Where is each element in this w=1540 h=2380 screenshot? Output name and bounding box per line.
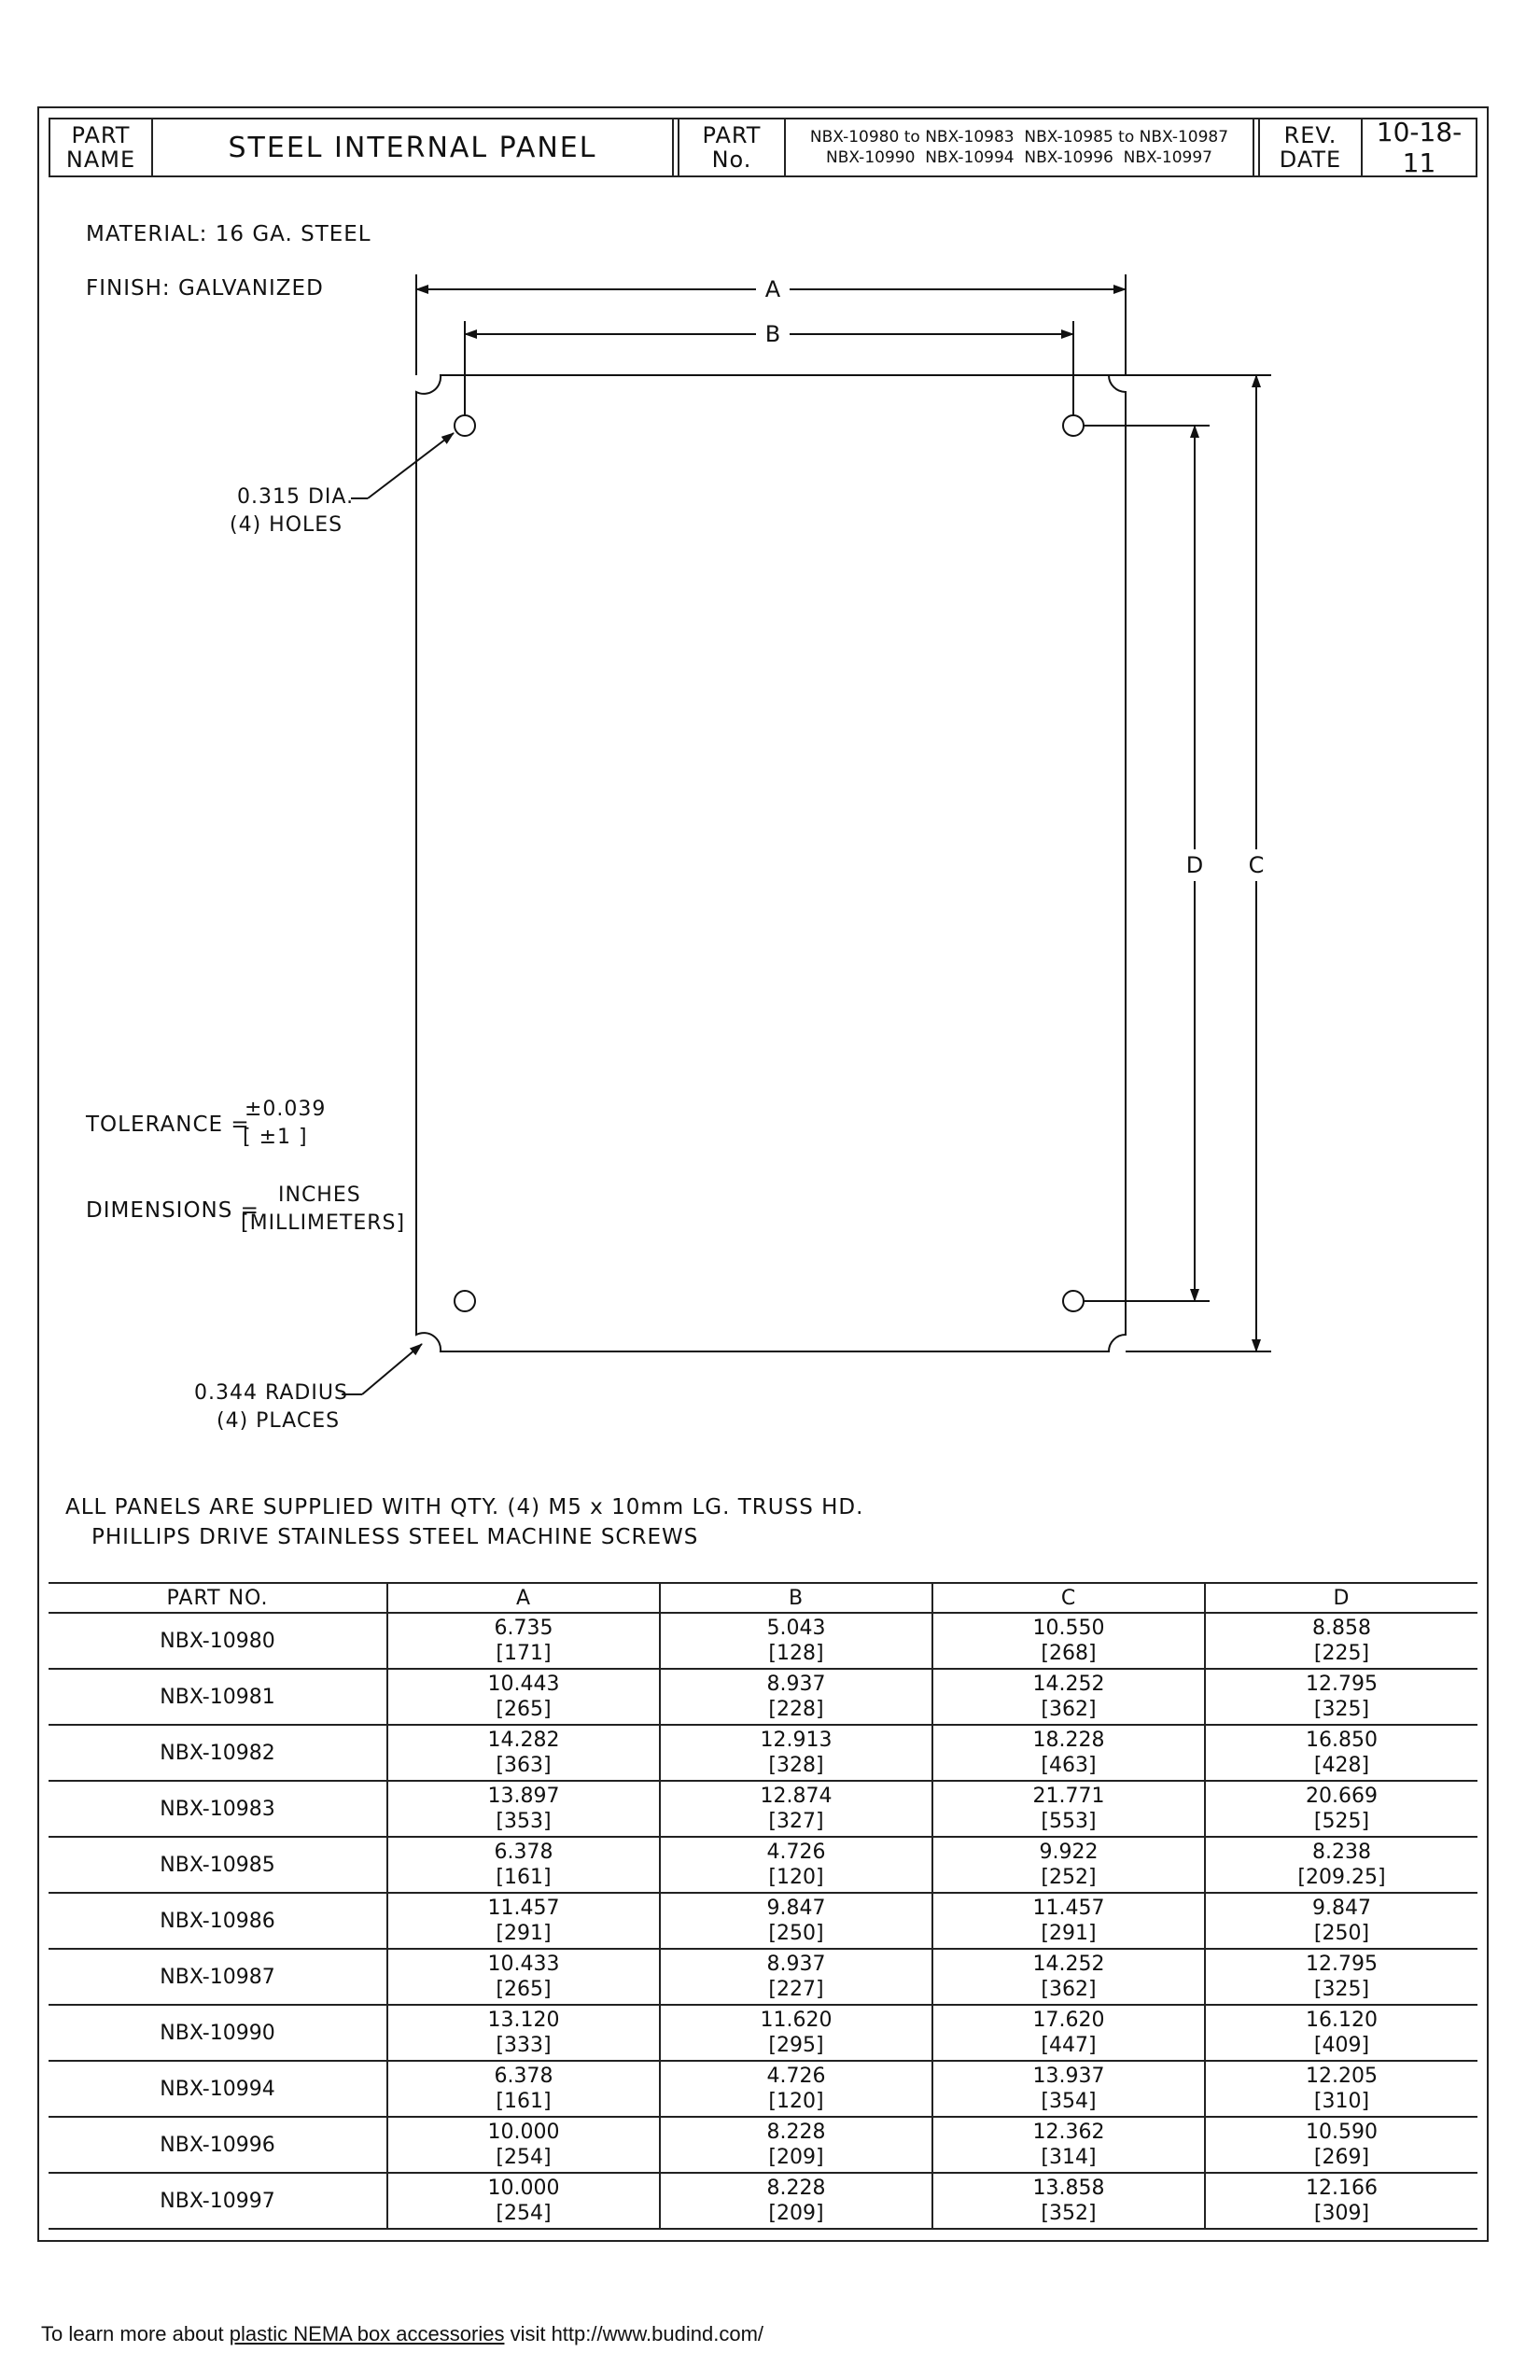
value-inches: 17.620 — [1032, 2009, 1105, 2032]
dimensions-units-inches: INCHES — [278, 1183, 361, 1207]
footer — [41, 2322, 763, 2346]
mounting-hole-top-right — [1063, 415, 1084, 436]
value-inches: 10.550 — [1032, 1617, 1105, 1640]
table-row — [49, 1613, 1477, 1669]
cell-part-no: NBX-10990 — [49, 2005, 387, 2061]
value-millimeters: [362] — [1041, 1978, 1097, 2001]
cell-a — [387, 1837, 660, 1893]
value-inches: 5.043 — [766, 1617, 826, 1640]
header-part-no: PART NO. — [49, 1583, 387, 1613]
cell-c — [932, 2173, 1205, 2229]
value-millimeters: [209] — [768, 2146, 824, 2169]
part-name: STEEL INTERNAL PANEL — [228, 131, 597, 164]
cell-b — [660, 1781, 932, 1837]
screws-note-line1: ALL PANELS ARE SUPPLIED WITH QTY. (4) M5 x 10mm LG. TRUSS HD. — [65, 1495, 864, 1519]
hole-note-line1: 0.315 DIA. — [237, 485, 355, 509]
value-millimeters: [250] — [768, 1922, 824, 1945]
value-inches: 13.897 — [487, 1785, 560, 1808]
cell-part-no: NBX-10997 — [49, 2173, 387, 2229]
cell-c — [932, 2061, 1205, 2117]
panel-outline — [416, 375, 1126, 1351]
value-inches: 12.874 — [760, 1785, 833, 1808]
value-millimeters: [525] — [1313, 1810, 1370, 1833]
cell-c — [932, 1837, 1205, 1893]
value-inches: 12.795 — [1306, 1953, 1378, 1976]
cell-d — [1205, 1613, 1477, 1669]
cell-a — [387, 1613, 660, 1669]
value-inches: 6.378 — [494, 1841, 553, 1864]
cell-part-no: NBX-10994 — [49, 2061, 387, 2117]
value-inches: 6.378 — [494, 2065, 553, 2088]
table-row — [49, 1669, 1477, 1725]
radius-note-line2: (4) PLACES — [217, 1409, 341, 1433]
dimensions-units-mm: [MILLIMETERS] — [241, 1211, 406, 1235]
header-d: D — [1205, 1583, 1477, 1613]
value-millimeters: [228] — [768, 1698, 824, 1721]
cell-b — [660, 1725, 932, 1781]
value-millimeters: [353] — [496, 1810, 552, 1833]
value-inches: 4.726 — [766, 1841, 826, 1864]
dimensions-label: DIMENSIONS = — [86, 1198, 259, 1223]
cell-d — [1205, 2117, 1477, 2173]
value-inches: 10.433 — [487, 1953, 560, 1976]
value-inches: 21.771 — [1032, 1785, 1105, 1808]
value-millimeters: [268] — [1041, 1642, 1097, 1665]
value-millimeters: [463] — [1041, 1754, 1097, 1777]
value-millimeters: [209] — [768, 2202, 824, 2225]
parts-table — [49, 1582, 1477, 2230]
cell-d — [1205, 1837, 1477, 1893]
part-no-label: PART No. — [702, 122, 762, 173]
table-row — [49, 1949, 1477, 2005]
cell-part-no: NBX-10986 — [49, 1893, 387, 1949]
cell-b — [660, 2173, 932, 2229]
cell-a — [387, 2005, 660, 2061]
value-millimeters: [227] — [768, 1978, 824, 2001]
value-millimeters: [128] — [768, 1642, 824, 1665]
value-inches: 8.937 — [766, 1673, 826, 1696]
value-millimeters: [325] — [1313, 1978, 1370, 2001]
value-inches: 13.120 — [487, 2009, 560, 2032]
mounting-hole-top-left — [455, 415, 475, 436]
mounting-hole-bottom-right — [1063, 1291, 1084, 1311]
value-inches: 4.726 — [766, 2065, 826, 2088]
value-millimeters: [120] — [768, 1866, 824, 1889]
value-millimeters: [354] — [1041, 2090, 1097, 2113]
radius-note-line1: 0.344 RADIUS — [194, 1381, 348, 1405]
value-inches: 13.937 — [1032, 2065, 1105, 2088]
value-inches: 10.000 — [487, 2177, 560, 2200]
value-millimeters: [352] — [1041, 2202, 1097, 2225]
cell-part-no: NBX-10987 — [49, 1949, 387, 2005]
value-millimeters: [363] — [496, 1754, 552, 1777]
table-row — [49, 1837, 1477, 1893]
table-row — [49, 1893, 1477, 1949]
value-inches: 12.205 — [1306, 2065, 1378, 2088]
dimension-label-c: C — [1248, 852, 1265, 878]
value-millimeters: [428] — [1313, 1754, 1370, 1777]
cell-d — [1205, 1893, 1477, 1949]
value-millimeters: [250] — [1313, 1922, 1370, 1945]
cell-a — [387, 1893, 660, 1949]
value-inches: 8.858 — [1312, 1617, 1371, 1640]
value-inches: 10.590 — [1306, 2121, 1378, 2144]
value-inches: 14.252 — [1032, 1953, 1105, 1976]
value-millimeters: [171] — [496, 1642, 552, 1665]
value-millimeters: [225] — [1313, 1642, 1370, 1665]
table-row — [49, 2061, 1477, 2117]
value-millimeters: [161] — [496, 2090, 552, 2113]
value-millimeters: [310] — [1313, 2090, 1370, 2113]
value-millimeters: [254] — [496, 2146, 552, 2169]
value-millimeters: [553] — [1041, 1810, 1097, 1833]
value-inches: 20.669 — [1306, 1785, 1378, 1808]
value-millimeters: [295] — [768, 2034, 824, 2057]
cell-part-no: NBX-10981 — [49, 1669, 387, 1725]
value-inches: 12.362 — [1032, 2121, 1105, 2144]
dimension-label-a: A — [764, 276, 781, 302]
table-row — [49, 1725, 1477, 1781]
hole-note-line2: (4) HOLES — [230, 513, 343, 537]
footer-prefix: To learn more about — [41, 2322, 230, 2345]
cell-b — [660, 1613, 932, 1669]
table-row — [49, 2005, 1477, 2061]
cell-part-no: NBX-10982 — [49, 1725, 387, 1781]
cell-c — [932, 1781, 1205, 1837]
header-c: C — [932, 1583, 1205, 1613]
value-inches: 8.937 — [766, 1953, 826, 1976]
value-millimeters: [269] — [1313, 2146, 1370, 2169]
rev-date: 10-18-11 — [1376, 117, 1463, 178]
mounting-hole-bottom-left — [455, 1291, 475, 1311]
value-millimeters: [447] — [1041, 2034, 1097, 2057]
rev-label: REV. DATE — [1279, 122, 1342, 173]
value-millimeters: [333] — [496, 2034, 552, 2057]
cell-b — [660, 2061, 932, 2117]
header-a: A — [387, 1583, 660, 1613]
cell-a — [387, 1949, 660, 2005]
value-inches: 11.620 — [760, 2009, 833, 2032]
value-millimeters: [362] — [1041, 1698, 1097, 1721]
cell-d — [1205, 1669, 1477, 1725]
finish-note: FINISH: GALVANIZED — [86, 276, 324, 301]
value-millimeters: [120] — [768, 2090, 824, 2113]
cell-b — [660, 2005, 932, 2061]
value-millimeters: [328] — [768, 1754, 824, 1777]
screws-note-line2: PHILLIPS DRIVE STAINLESS STEEL MACHINE SCREWS — [91, 1525, 699, 1549]
cell-d — [1205, 1725, 1477, 1781]
cell-b — [660, 1837, 932, 1893]
value-inches: 12.166 — [1306, 2177, 1378, 2200]
cell-b — [660, 1893, 932, 1949]
value-millimeters: [254] — [496, 2202, 552, 2225]
tolerance-inches: ±0.039 — [245, 1098, 327, 1121]
value-millimeters: [327] — [768, 1810, 824, 1833]
value-millimeters: [309] — [1313, 2202, 1370, 2225]
value-millimeters: [291] — [1041, 1922, 1097, 1945]
part-name-label: PART NAME — [65, 122, 136, 173]
header-b: B — [660, 1583, 932, 1613]
value-inches: 12.913 — [760, 1729, 833, 1752]
value-inches: 10.000 — [487, 2121, 560, 2144]
footer-suffix: visit http://www.budind.com/ — [504, 2322, 764, 2345]
part-numbers-line2: NBX-10990 NBX-10994 NBX-10996 NBX-10997 — [826, 148, 1212, 167]
cell-part-no: NBX-10996 — [49, 2117, 387, 2173]
cell-a — [387, 1781, 660, 1837]
cell-a — [387, 2173, 660, 2229]
cell-d — [1205, 2061, 1477, 2117]
value-inches: 9.847 — [1312, 1897, 1371, 1920]
material-note: MATERIAL: 16 GA. STEEL — [86, 222, 371, 246]
value-inches: 6.735 — [494, 1617, 553, 1640]
dimension-label-b: B — [764, 321, 781, 347]
cell-part-no: NBX-10985 — [49, 1837, 387, 1893]
tolerance-label: TOLERANCE = — [86, 1113, 250, 1137]
cell-c — [932, 2005, 1205, 2061]
value-inches: 8.228 — [766, 2121, 826, 2144]
value-millimeters: [265] — [496, 1698, 552, 1721]
value-millimeters: [265] — [496, 1978, 552, 2001]
value-millimeters: [409] — [1313, 2034, 1370, 2057]
value-inches: 16.850 — [1306, 1729, 1378, 1752]
value-inches: 16.120 — [1306, 2009, 1378, 2032]
cell-c — [932, 1725, 1205, 1781]
value-inches: 10.443 — [487, 1673, 560, 1696]
cell-d — [1205, 2173, 1477, 2229]
table-header-row — [49, 1583, 1477, 1613]
cell-d — [1205, 1949, 1477, 2005]
cell-part-no: NBX-10980 — [49, 1613, 387, 1669]
value-millimeters: [161] — [496, 1866, 552, 1889]
value-inches: 13.858 — [1032, 2177, 1105, 2200]
tolerance-mm: [ ±1 ] — [243, 1126, 308, 1149]
cell-a — [387, 1669, 660, 1725]
table-row — [49, 1781, 1477, 1837]
cell-c — [932, 1949, 1205, 2005]
value-inches: 9.847 — [766, 1897, 826, 1920]
cell-c — [932, 1893, 1205, 1949]
dimension-label-d: D — [1185, 852, 1204, 878]
table-row — [49, 2117, 1477, 2173]
value-millimeters: [314] — [1041, 2146, 1097, 2169]
cell-b — [660, 1949, 932, 2005]
value-millimeters: [252] — [1041, 1866, 1097, 1889]
value-inches: 14.252 — [1032, 1673, 1105, 1696]
cell-a — [387, 1725, 660, 1781]
cell-a — [387, 2117, 660, 2173]
value-inches: 9.922 — [1039, 1841, 1099, 1864]
accessories-link[interactable]: plastic NEMA box accessories — [229, 2322, 505, 2345]
cell-b — [660, 1669, 932, 1725]
value-inches: 11.457 — [487, 1897, 560, 1920]
part-numbers-line1: NBX-10980 to NBX-10983 NBX-10985 to NBX-10987 — [809, 128, 1229, 147]
cell-d — [1205, 2005, 1477, 2061]
value-millimeters: [209.25] — [1297, 1866, 1386, 1889]
cell-c — [932, 2117, 1205, 2173]
value-inches: 18.228 — [1032, 1729, 1105, 1752]
value-inches: 8.228 — [766, 2177, 826, 2200]
value-inches: 14.282 — [487, 1729, 560, 1752]
value-inches: 8.238 — [1312, 1841, 1371, 1864]
value-millimeters: [325] — [1313, 1698, 1370, 1721]
cell-c — [932, 1613, 1205, 1669]
value-inches: 11.457 — [1032, 1897, 1105, 1920]
value-inches: 12.795 — [1306, 1673, 1378, 1696]
cell-a — [387, 2061, 660, 2117]
table-row — [49, 2173, 1477, 2229]
value-millimeters: [291] — [496, 1922, 552, 1945]
cell-c — [932, 1669, 1205, 1725]
cell-d — [1205, 1781, 1477, 1837]
cell-b — [660, 2117, 932, 2173]
cell-part-no: NBX-10983 — [49, 1781, 387, 1837]
